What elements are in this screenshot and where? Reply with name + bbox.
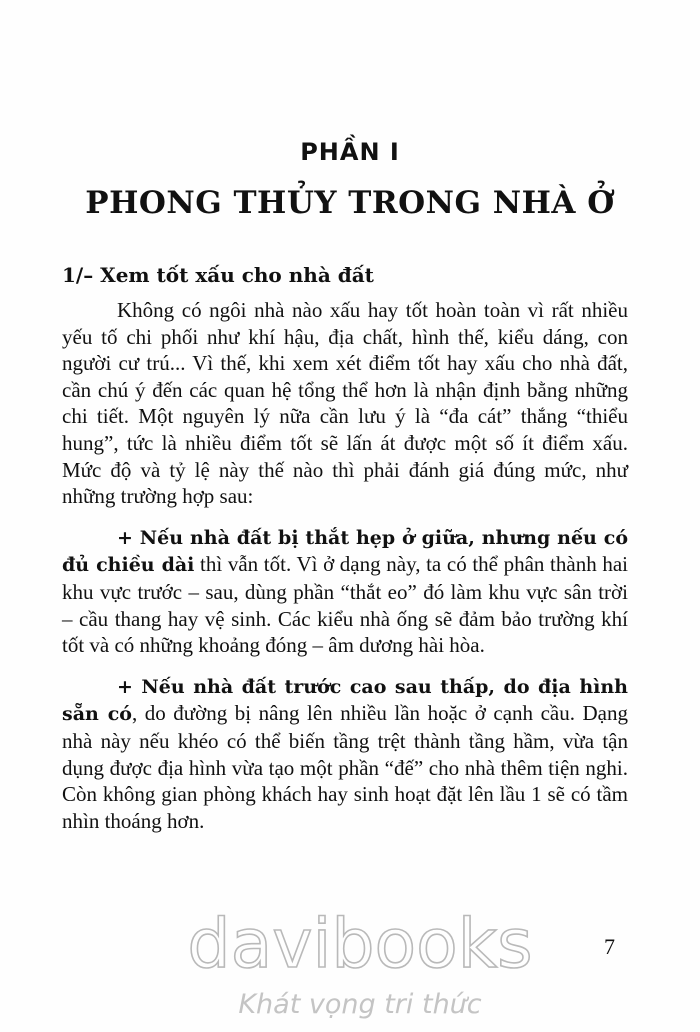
- paragraph-case-slope-text: , do đường bị nâng lên nhiều lần hoặc ở cạnh cầu. Dạng nhà này nếu khéo có thể biến tầng trệt thành tầng hầm, vừa tận dụng được địa hình vừa tạo một phần “đế” cho nhà thêm tiện nghi. Còn không gian phòng khách hay sinh hoạt đặt lên lầu 1 sẽ có tầm nhìn thoáng hơn.: [62, 701, 628, 833]
- section-heading: 1/– Xem tốt xấu cho nhà đất: [62, 263, 374, 287]
- paragraph-case-narrow-text: thì vẫn tốt. Vì ở dạng này, ta có thể phân thành hai khu vực trước – sau, dùng phần “thắt eo” đó làm khu vực sân trời – cầu thang hay vệ sinh. Các kiểu nhà ống sẽ đảm bảo trường khí tốt và có những khoảng đóng – âm dương hài hòa.: [62, 552, 628, 658]
- paragraph-case-slope: [62, 673, 628, 835]
- chapter-title: PHONG THỦY TRONG NHÀ Ở: [85, 185, 615, 221]
- paragraph-intro-text: Không có ngôi nhà nào xấu hay tốt hoàn toàn vì rất nhiều yếu tố chi phối như khí hậu, địa chất, hình thế, kiểu dáng, con người cư trú... Vì thế, khi xem xét điểm tốt hay xấu cho nhà đất, cần chú ý đến các quan hệ tổng thể hơn là nhận định bằng những chi tiết. Một nguyên lý nữa cần lưu ý là “đa cát” thắng “thiểu hung”, tức là nhiều điểm tốt sẽ lấn át được một số ít điểm xấu. Mức độ và tỷ lệ này thế nào thì phải đánh giá đúng mức, như những trường hợp sau:: [62, 298, 628, 509]
- paragraph-intro: [62, 297, 628, 510]
- publisher-watermark: [160, 905, 560, 1025]
- part-label: PHẦN I: [300, 138, 400, 166]
- page-number: 7: [604, 934, 615, 959]
- paragraph-case-slope-lead: + Nếu nhà đất trước cao sau thấp, do địa hình sẵn có: [62, 675, 628, 726]
- body-text: [62, 297, 628, 834]
- watermark-brand: davibooks: [187, 905, 533, 984]
- watermark-tagline: Khát vọng tri thức: [238, 989, 482, 1020]
- paragraph-case-narrow: [62, 524, 628, 659]
- paragraph-case-narrow-lead: + Nếu nhà đất bị thắt hẹp ở giữa, nhưng nếu có đủ chiều dài: [62, 526, 628, 577]
